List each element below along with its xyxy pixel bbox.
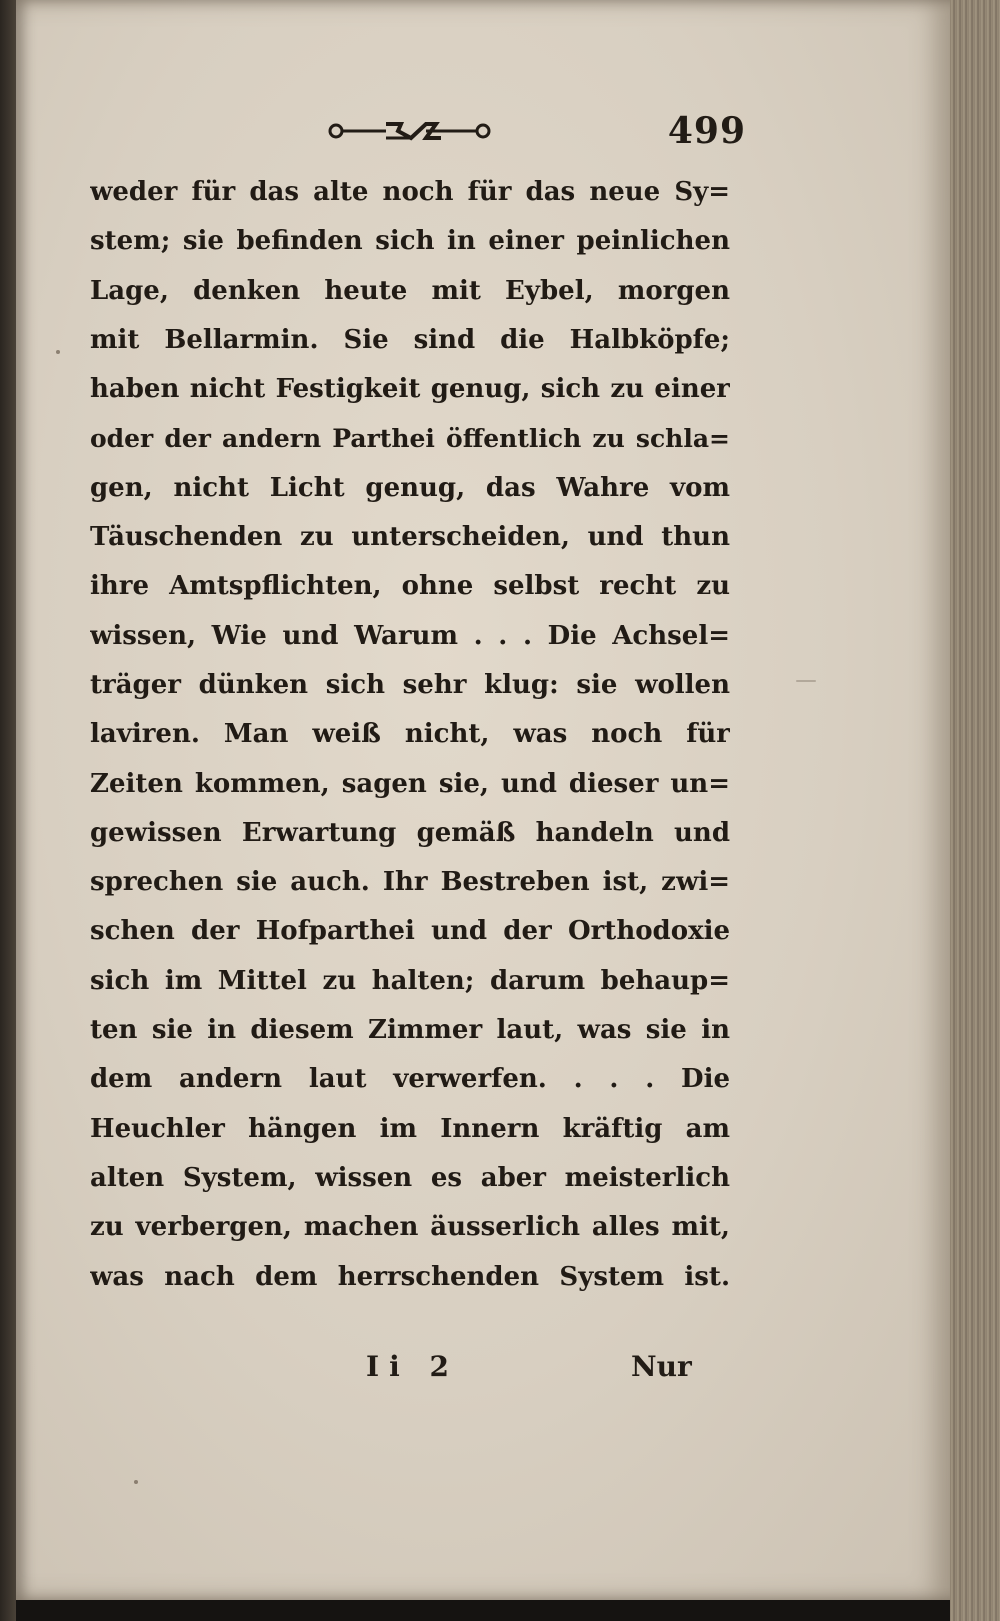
text-line: weder für das alte noch für das neue Sy=: [90, 177, 730, 207]
text-line: mit Bellarmin. Sie sind die Halbköpfe;: [90, 324, 730, 355]
page-header: [16, 110, 953, 160]
paper-speck: [56, 350, 60, 354]
page-footer: [16, 1350, 953, 1400]
text-line: was nach dem herrschenden System ist.: [90, 1261, 730, 1292]
text-line: dem andern laut verwerfen. . . . Die: [90, 1064, 730, 1095]
page-number: 499: [667, 110, 746, 152]
book-gutter-edge: [0, 0, 16, 1621]
catchword: Nur: [631, 1350, 692, 1383]
text-line: laviren. Man weiß nicht, was noch für: [90, 719, 730, 750]
book-fore-edge: [950, 0, 1000, 1621]
paper-speck: [134, 1480, 138, 1484]
text-line: ihre Amtspflichten, ohne selbst recht zu: [90, 571, 730, 602]
text-line: zu verbergen, machen äusserlich alles mit,: [90, 1212, 730, 1243]
text-line: Täuschenden zu unterscheiden, und thun: [90, 522, 730, 553]
text-line: gen, nicht Licht genug, das Wahre vom: [90, 472, 730, 503]
text-line: oder der andern Parthei öffentlich zu schla=: [90, 424, 730, 454]
text-line: haben nicht Festigkeit genug, sich zu einer: [90, 374, 730, 405]
text-line: Heuchler hängen im Innern kräftig am: [90, 1113, 730, 1144]
text-line: stem; sie befinden sich in einer peinlichen: [90, 226, 730, 257]
text-line: Lage, denken heute mit Eybel, morgen: [90, 275, 730, 306]
text-line: wissen, Wie und Warum . . . Die Achsel=: [90, 620, 730, 651]
body-text: [90, 168, 730, 1302]
book-page: [16, 0, 953, 1600]
text-line: Zeiten kommen, sagen sie, und dieser un=: [90, 768, 730, 799]
text-line: sich im Mittel zu halten; darum behaup=: [90, 965, 730, 996]
text-line: alten System, wissen es aber meisterlich: [90, 1162, 730, 1193]
signature-mark: Ii 2: [366, 1350, 459, 1383]
text-line: sprechen sie auch. Ihr Bestreben ist, zwi=: [90, 867, 730, 898]
text-line: ten sie in diesem Zimmer laut, was sie in: [90, 1015, 730, 1046]
text-line: gewissen Erwartung gemäß handeln und: [90, 817, 730, 848]
ornamental-rule-icon: [326, 116, 496, 146]
text-line: träger dünken sich sehr klug: sie wollen: [90, 669, 730, 700]
text-line: schen der Hofparthei und der Orthodoxie: [90, 916, 730, 947]
paper-speck: [796, 680, 816, 682]
